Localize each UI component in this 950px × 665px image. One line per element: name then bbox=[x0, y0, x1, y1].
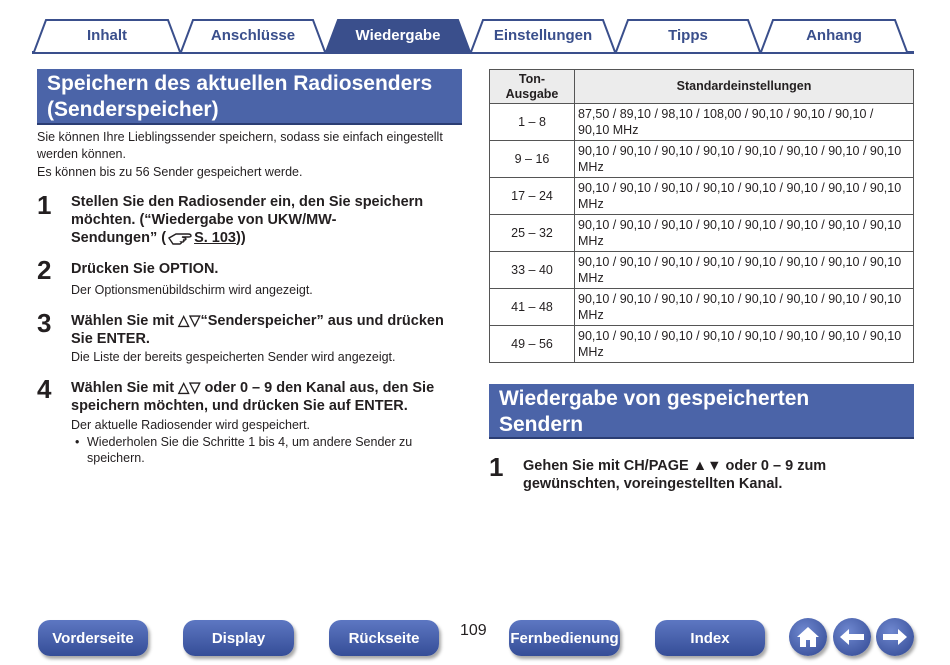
tab-label: Wiedergabe bbox=[355, 26, 441, 44]
tab-anhang[interactable] bbox=[759, 18, 909, 52]
column-header-standardeinstellungen: Standardeinstellungen bbox=[575, 70, 914, 104]
channel-range: 9 – 16 bbox=[490, 141, 575, 178]
step-title bbox=[71, 193, 461, 250]
table-header-row bbox=[490, 70, 914, 104]
heading-line: Sendern bbox=[499, 413, 584, 436]
step-title-line: Sie ENTER. bbox=[71, 331, 150, 347]
step-title-line: möchten. (“Wiedergabe von UKW/MW- bbox=[71, 212, 337, 228]
frequency-list bbox=[575, 104, 914, 141]
step-title-line: gewünschten, voreingestellten Kanal. bbox=[523, 476, 783, 492]
tab-tipps[interactable] bbox=[614, 18, 762, 52]
frequency-list bbox=[575, 215, 914, 252]
tab-inhalt[interactable] bbox=[32, 18, 182, 52]
step-title bbox=[71, 312, 461, 348]
table-row bbox=[490, 215, 914, 252]
frequency-list bbox=[575, 326, 914, 363]
tab-label: Einstellungen bbox=[493, 26, 593, 44]
frequency-list bbox=[575, 141, 914, 178]
nav-button-ruckseite[interactable]: Rückseite bbox=[329, 620, 439, 656]
home-icon[interactable] bbox=[789, 618, 827, 656]
tab-label: Anschlüsse bbox=[210, 26, 296, 44]
step-bullet-note bbox=[87, 434, 457, 466]
frequency-line: MHz bbox=[578, 234, 604, 248]
table-row bbox=[490, 141, 914, 178]
section-heading-gespeicherte-sender bbox=[489, 384, 914, 439]
step-title-text: )) bbox=[235, 230, 246, 246]
intro-line: Sie können Ihre Lieblingssender speichern, sodass sie einfach eingestellt bbox=[37, 130, 443, 144]
frequency-line: 90,10 / 90,10 / 90,10 / 90,10 / 90,10 / 90,10 / 90,10 / 90,10 bbox=[578, 144, 902, 158]
tab-bar bbox=[32, 16, 914, 54]
table-row bbox=[490, 104, 914, 141]
nav-button-index[interactable]: Index bbox=[655, 620, 765, 656]
step-description: Der aktuelle Radiosender wird gespeichert. bbox=[71, 418, 311, 432]
nav-button-display[interactable]: Display bbox=[183, 620, 294, 656]
frequency-line: MHz bbox=[578, 345, 604, 359]
table-row bbox=[490, 178, 914, 215]
tab-label: Inhalt bbox=[87, 26, 127, 44]
arrow-right-icon[interactable] bbox=[876, 618, 914, 656]
nav-button-fernbedienung[interactable]: Fernbedienung bbox=[509, 620, 620, 656]
bullet-line: speichern. bbox=[87, 451, 145, 465]
tab-einstellungen[interactable] bbox=[469, 18, 617, 52]
frequency-line: 90,10 / 90,10 / 90,10 / 90,10 / 90,10 / 90,10 / 90,10 / 90,10 bbox=[578, 181, 902, 195]
step-title-line bbox=[71, 229, 461, 250]
table-row bbox=[490, 326, 914, 363]
frequency-line: 87,50 / 89,10 / 98,10 / 108,00 / 90,10 / 90,10 / 90,10 / bbox=[578, 107, 874, 121]
column-header-ton-ausgabe bbox=[490, 70, 575, 104]
pointing-hand-icon bbox=[168, 231, 192, 250]
table-row bbox=[490, 289, 914, 326]
step-description: Der Optionsmenübildschirm wird angezeigt. bbox=[71, 283, 313, 297]
arrow-left-icon[interactable] bbox=[833, 618, 871, 656]
frequency-line: MHz bbox=[578, 308, 604, 322]
header-line: Ton- bbox=[518, 71, 546, 86]
heading-line: Speichern des aktuellen Radiosenders bbox=[47, 72, 433, 95]
step-title-text: Sendungen” ( bbox=[71, 230, 167, 246]
nav-button-vorderseite[interactable]: Vorderseite bbox=[38, 620, 148, 656]
step-title-line: Wählen Sie mit △▽“Senderspeicher” aus und drücken bbox=[71, 313, 444, 329]
step-title: Drücken Sie OPTION. bbox=[71, 261, 219, 277]
channel-range: 41 – 48 bbox=[490, 289, 575, 326]
section-heading-senderspeicher bbox=[37, 69, 462, 125]
frequency-line: 90,10 MHz bbox=[578, 123, 639, 137]
channel-range: 33 – 40 bbox=[490, 252, 575, 289]
page-number: 109 bbox=[460, 622, 487, 639]
frequency-line: MHz bbox=[578, 160, 604, 174]
intro-text bbox=[37, 129, 462, 181]
frequency-line: 90,10 / 90,10 / 90,10 / 90,10 / 90,10 / 90,10 / 90,10 / 90,10 bbox=[578, 292, 902, 306]
step-description: Die Liste der bereits gespeicherten Sender wird angezeigt. bbox=[71, 350, 396, 364]
step-number: 1 bbox=[37, 190, 52, 220]
frequency-line: 90,10 / 90,10 / 90,10 / 90,10 / 90,10 / 90,10 / 90,10 / 90,10 bbox=[578, 218, 902, 232]
frequency-line: 90,10 / 90,10 / 90,10 / 90,10 / 90,10 / 90,10 / 90,10 / 90,10 bbox=[578, 255, 902, 269]
heading-line: (Senderspeicher) bbox=[47, 98, 219, 121]
step-number: 1 bbox=[489, 452, 504, 482]
step-number: 3 bbox=[37, 308, 52, 338]
step-title-line: Wählen Sie mit △▽ oder 0 – 9 den Kanal aus, den Sie bbox=[71, 380, 435, 396]
channel-range: 49 – 56 bbox=[490, 326, 575, 363]
intro-line: werden können. bbox=[37, 147, 126, 161]
step-title bbox=[71, 379, 461, 415]
heading-line: Wiedergabe von gespeicherten bbox=[499, 387, 810, 410]
step-title-line: Stellen Sie den Radiosender ein, den Sie speichern bbox=[71, 194, 424, 210]
step-title-line: speichern möchten, und drücken Sie auf ENTER. bbox=[71, 398, 408, 414]
tab-label: Anhang bbox=[806, 26, 862, 44]
tab-anschlusse[interactable] bbox=[179, 18, 327, 52]
header-line: Ausgabe bbox=[505, 86, 559, 101]
frequency-line: MHz bbox=[578, 197, 604, 211]
channel-range: 25 – 32 bbox=[490, 215, 575, 252]
page-link-s103[interactable]: S. 103 bbox=[194, 230, 236, 246]
frequency-list bbox=[575, 252, 914, 289]
frequency-list bbox=[575, 178, 914, 215]
preset-defaults-table bbox=[489, 69, 914, 363]
channel-range: 17 – 24 bbox=[490, 178, 575, 215]
tab-wiedergabe[interactable] bbox=[324, 18, 472, 52]
bullet-line: • Wiederholen Sie die Schritte 1 bis 4, um andere Sender zu bbox=[87, 435, 413, 449]
frequency-line: 90,10 / 90,10 / 90,10 / 90,10 / 90,10 / 90,10 / 90,10 / 90,10 bbox=[578, 329, 902, 343]
channel-range: 1 – 8 bbox=[490, 104, 575, 141]
step-number: 4 bbox=[37, 374, 52, 404]
frequency-line: MHz bbox=[578, 271, 604, 285]
frequency-list bbox=[575, 289, 914, 326]
intro-line: Es können bis zu 56 Sender gespeichert werde. bbox=[37, 165, 303, 179]
step-number: 2 bbox=[37, 255, 52, 285]
step-title-line: Gehen Sie mit CH/PAGE ▲▼ oder 0 – 9 zum bbox=[523, 458, 827, 474]
step-title bbox=[523, 457, 913, 493]
tab-label: Tipps bbox=[668, 26, 708, 44]
table-row bbox=[490, 252, 914, 289]
